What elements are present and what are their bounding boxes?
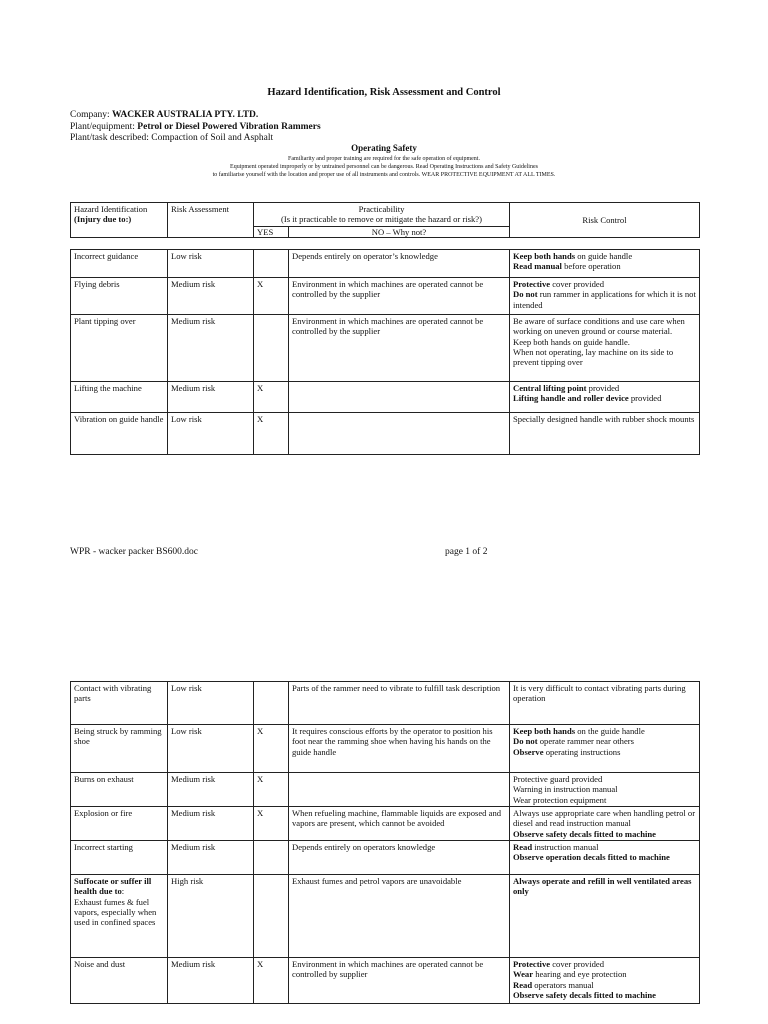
risk-control-cell xyxy=(510,413,700,455)
control-emphasis: Do not xyxy=(513,736,538,747)
hazard-text: Being struck by ramming shoe xyxy=(74,726,162,747)
hazard-cell xyxy=(71,841,168,875)
control-line xyxy=(513,829,696,839)
control-emphasis: Protective xyxy=(513,279,551,289)
risk-assessment-cell: Medium risk xyxy=(168,278,254,315)
hazard-line xyxy=(74,959,164,969)
risk-control-cell xyxy=(510,315,700,382)
risk-control-cell xyxy=(510,278,700,315)
practicable-yes-cell: X xyxy=(254,382,289,413)
control-line xyxy=(513,876,696,897)
control-emphasis: Wear xyxy=(513,969,534,980)
risk-control-cell xyxy=(510,841,700,875)
risk-assessment-cell: High risk xyxy=(168,875,254,958)
practicable-no-reason-cell: Depends entirely on operators knowledge xyxy=(289,841,510,875)
hazard-text: Burns on exhaust xyxy=(74,774,134,784)
hazard-emphasis: Suffocate or suffer ill health due to xyxy=(74,876,152,897)
company-label: Company: xyxy=(70,110,110,120)
control-line xyxy=(513,736,696,746)
hazard-text: Explosion or fire xyxy=(74,808,133,818)
risk-assessment-cell: Low risk xyxy=(168,682,254,725)
control-line xyxy=(513,279,696,289)
hazard-cell xyxy=(71,682,168,725)
practicable-no-reason-cell: It requires conscious efforts by the operator to position his foot near the ramming shoe when having his hands on the guide handle xyxy=(289,725,510,773)
practicable-yes-cell: X xyxy=(254,773,289,807)
control-emphasis: Do not xyxy=(513,289,538,300)
control-line xyxy=(513,261,696,271)
footer-filename: WPR - wacker packer BS600.doc xyxy=(70,547,198,557)
control-emphasis: Observe safety decals fitted to machine xyxy=(513,989,656,1000)
hazard-line xyxy=(74,726,164,747)
control-text: run rammer in applications for which it is not intended xyxy=(513,289,696,310)
hazard-line xyxy=(74,876,164,897)
risk-assessment-cell: Low risk xyxy=(168,725,254,773)
task-value: Compaction of Soil and Asphalt xyxy=(151,133,274,143)
practicable-yes-cell: X xyxy=(254,807,289,841)
practicable-yes-cell: X xyxy=(254,725,289,773)
control-line xyxy=(513,683,696,704)
control-line xyxy=(513,990,696,1000)
control-line xyxy=(513,747,696,757)
risk-assessment-cell: Medium risk xyxy=(168,958,254,1004)
hazard-text: : xyxy=(121,886,125,897)
control-emphasis: Observe safety decals fitted to machine xyxy=(513,828,656,839)
risk-assessment-cell: Medium risk xyxy=(168,315,254,382)
risk-control-cell xyxy=(510,382,700,413)
practicable-no-reason-cell: Depends entirely on operator’s knowledge xyxy=(289,250,510,278)
control-text: When not operating, lay machine on its side to prevent tipping over xyxy=(513,346,674,368)
control-line xyxy=(513,842,696,852)
hazard-text: Exhaust fumes & fuel vapors, especially when used in confined spaces xyxy=(74,896,157,928)
risk-control-cell xyxy=(510,250,700,278)
control-emphasis: Keep both hands xyxy=(513,726,576,736)
control-line xyxy=(513,251,696,261)
header-no: NO – Why not? xyxy=(289,226,510,237)
table-row xyxy=(71,841,700,875)
control-emphasis: Central lifting point xyxy=(513,383,587,393)
document-title: Hazard Identification, Risk Assessment and Control xyxy=(267,87,501,98)
control-line xyxy=(513,784,696,794)
control-line xyxy=(513,316,696,337)
practicable-no-reason-cell xyxy=(289,382,510,413)
control-text: hearing and eye protection xyxy=(533,969,627,980)
company-value: WACKER AUSTRALIA PTY. LTD. xyxy=(111,110,259,120)
control-text: Warning in instruction manual xyxy=(513,784,618,795)
risk-control-cell xyxy=(510,682,700,725)
hazard-line xyxy=(74,842,164,852)
hazard-cell xyxy=(71,773,168,807)
risk-assessment-cell: Medium risk xyxy=(168,807,254,841)
control-text: operate rammer near others xyxy=(537,736,634,747)
practicable-no-reason-cell: When refueling machine, flammable liquids are exposed and vapors are present, which cannot be avoided xyxy=(289,807,510,841)
risk-assessment-cell: Medium risk xyxy=(168,382,254,413)
control-text: Keep both hands on guide handle. xyxy=(513,336,630,347)
operating-safety-line1: Familiarity and proper training are required for the safe operation of equipment. xyxy=(288,156,480,162)
practicable-yes-cell: X xyxy=(254,958,289,1004)
control-text: Protective guard provided xyxy=(513,774,603,784)
control-emphasis: Lifting handle and roller device xyxy=(513,393,629,404)
table-row xyxy=(71,315,700,382)
control-text: on the guide handle xyxy=(575,726,645,736)
control-line xyxy=(513,383,696,393)
table-row xyxy=(71,958,700,1004)
table-row xyxy=(71,413,700,455)
control-text: Specially designed handle with rubber shock mounts xyxy=(513,414,695,424)
risk-assessment-cell: Low risk xyxy=(168,250,254,278)
table-row xyxy=(71,875,700,958)
practicable-no-reason-cell: Environment in which machines are operated cannot be controlled by the supplier xyxy=(289,278,510,315)
practicable-no-reason-cell xyxy=(289,413,510,455)
control-line xyxy=(513,852,696,862)
table-row xyxy=(71,382,700,413)
header-risk-control: Risk Control xyxy=(510,203,700,238)
hazard-table-header xyxy=(70,202,700,238)
control-text: operators manual xyxy=(532,979,594,990)
footer-page-number: page 1 of 2 xyxy=(445,547,488,557)
control-emphasis: Keep both hands xyxy=(513,251,576,261)
control-emphasis: Observe xyxy=(513,746,544,757)
operating-safety-heading: Operating Safety xyxy=(351,143,417,153)
header-hazard-line2: (Injury due to:) xyxy=(74,214,132,225)
header-risk-assessment: Risk Assessment xyxy=(168,203,254,238)
practicable-yes-cell xyxy=(254,841,289,875)
control-line xyxy=(513,289,696,310)
practicable-yes-cell xyxy=(254,875,289,958)
control-text: Wear protection equipment xyxy=(513,794,607,805)
header-practicability xyxy=(254,203,510,227)
table-row xyxy=(71,682,700,725)
risk-assessment-cell: Medium risk xyxy=(168,773,254,807)
control-line xyxy=(513,347,696,368)
control-line xyxy=(513,980,696,990)
header-hazard xyxy=(71,203,168,238)
hazard-cell: Flying debris xyxy=(71,278,168,315)
risk-control-cell xyxy=(510,773,700,807)
control-text: operating instructions xyxy=(543,746,621,757)
control-text: cover provided xyxy=(550,279,604,289)
practicable-no-reason-cell: Parts of the rammer need to vibrate to fulfill task description xyxy=(289,682,510,725)
header-practicability-line1: Practicability xyxy=(358,204,405,214)
control-emphasis: Protective xyxy=(513,959,551,969)
control-emphasis: Observe operation decals fitted to machine xyxy=(513,852,670,863)
operating-safety-line2: Equipment operated improperly or by untrained personnel can be dangerous. Read Operating Instructions and Safety Guidelines xyxy=(230,164,538,170)
practicable-yes-cell: X xyxy=(254,413,289,455)
table-row xyxy=(71,278,700,315)
hazard-text: Noise and dust xyxy=(74,959,126,969)
practicable-yes-cell xyxy=(254,682,289,725)
control-text: before operation xyxy=(561,261,621,272)
header-hazard-line1: Hazard Identification xyxy=(74,204,148,214)
hazard-cell xyxy=(71,875,168,958)
control-text: It is very difficult to contact vibrating parts during operation xyxy=(513,683,686,704)
hazard-line xyxy=(74,683,164,704)
practicable-no-reason-cell: Environment in which machines are operated cannot be controlled by the supplier xyxy=(289,315,510,382)
control-emphasis: Read xyxy=(513,842,533,852)
header-practicability-line2: (Is it practicable to remove or mitigate the hazard or risk?) xyxy=(281,214,482,225)
hazard-line xyxy=(74,897,164,928)
control-emphasis: Read manual xyxy=(513,261,562,272)
control-line xyxy=(513,795,696,805)
company-line xyxy=(70,110,258,121)
table-row xyxy=(71,725,700,773)
practicable-yes-cell xyxy=(254,315,289,382)
control-line xyxy=(513,969,696,979)
practicable-no-reason-cell: Exhaust fumes and petrol vapors are unavoidable xyxy=(289,875,510,958)
control-emphasis: Always operate and refill in well ventilated areas only xyxy=(513,876,692,897)
control-text: instruction manual xyxy=(532,842,599,852)
hazard-cell xyxy=(71,807,168,841)
practicable-no-reason-cell xyxy=(289,773,510,807)
plant-line xyxy=(70,122,321,133)
control-emphasis: Read xyxy=(513,979,533,990)
practicable-yes-cell xyxy=(254,250,289,278)
control-text: provided xyxy=(586,383,620,393)
control-line xyxy=(513,726,696,736)
control-line xyxy=(513,393,696,403)
control-text: Be aware of surface conditions and use care when working on uneven ground or course material. xyxy=(513,316,685,337)
control-line xyxy=(513,774,696,784)
hazard-cell: Incorrect guidance xyxy=(71,250,168,278)
hazard-line xyxy=(74,808,164,818)
control-text: Always use appropriate care when handling petrol or diesel and read instruction manual xyxy=(513,808,696,829)
operating-safety-line3: to familiarise yourself with the location and proper use of all instruments and controls. WEAR PROTECTIVE EQUIPMENT AT ALL TIMES. xyxy=(212,172,556,178)
hazard-cell xyxy=(71,958,168,1004)
risk-control-cell xyxy=(510,725,700,773)
control-line xyxy=(513,959,696,969)
practicable-yes-cell: X xyxy=(254,278,289,315)
plant-label: Plant/equipment: xyxy=(70,122,135,132)
plant-value: Petrol or Diesel Powered Vibration Rammers xyxy=(137,122,321,132)
hazard-cell xyxy=(71,725,168,773)
risk-control-cell xyxy=(510,958,700,1004)
control-line xyxy=(513,808,696,829)
control-text: cover provided xyxy=(550,959,604,969)
control-text: on guide handle xyxy=(575,251,633,261)
risk-assessment-cell: Medium risk xyxy=(168,841,254,875)
table-row xyxy=(71,250,700,278)
task-label: Plant/task described: xyxy=(70,133,149,143)
hazard-line xyxy=(74,774,164,784)
hazard-text: Contact with vibrating parts xyxy=(74,683,152,704)
hazard-text: Incorrect starting xyxy=(74,842,133,852)
hazard-table-page1 xyxy=(70,249,700,455)
risk-assessment-cell: Low risk xyxy=(168,413,254,455)
risk-control-cell xyxy=(510,875,700,958)
header-yes: YES xyxy=(254,226,289,237)
table-row xyxy=(71,807,700,841)
control-text: provided xyxy=(628,393,662,404)
control-line xyxy=(513,414,696,424)
control-line xyxy=(513,337,696,347)
hazard-cell: Plant tipping over xyxy=(71,315,168,382)
table-row xyxy=(71,773,700,807)
risk-control-cell xyxy=(510,807,700,841)
hazard-cell: Lifting the machine xyxy=(71,382,168,413)
hazard-cell: Vibration on guide handle xyxy=(71,413,168,455)
practicable-no-reason-cell: Environment in which machines are operated cannot be controlled by supplier xyxy=(289,958,510,1004)
hazard-table-page2 xyxy=(70,681,700,1004)
